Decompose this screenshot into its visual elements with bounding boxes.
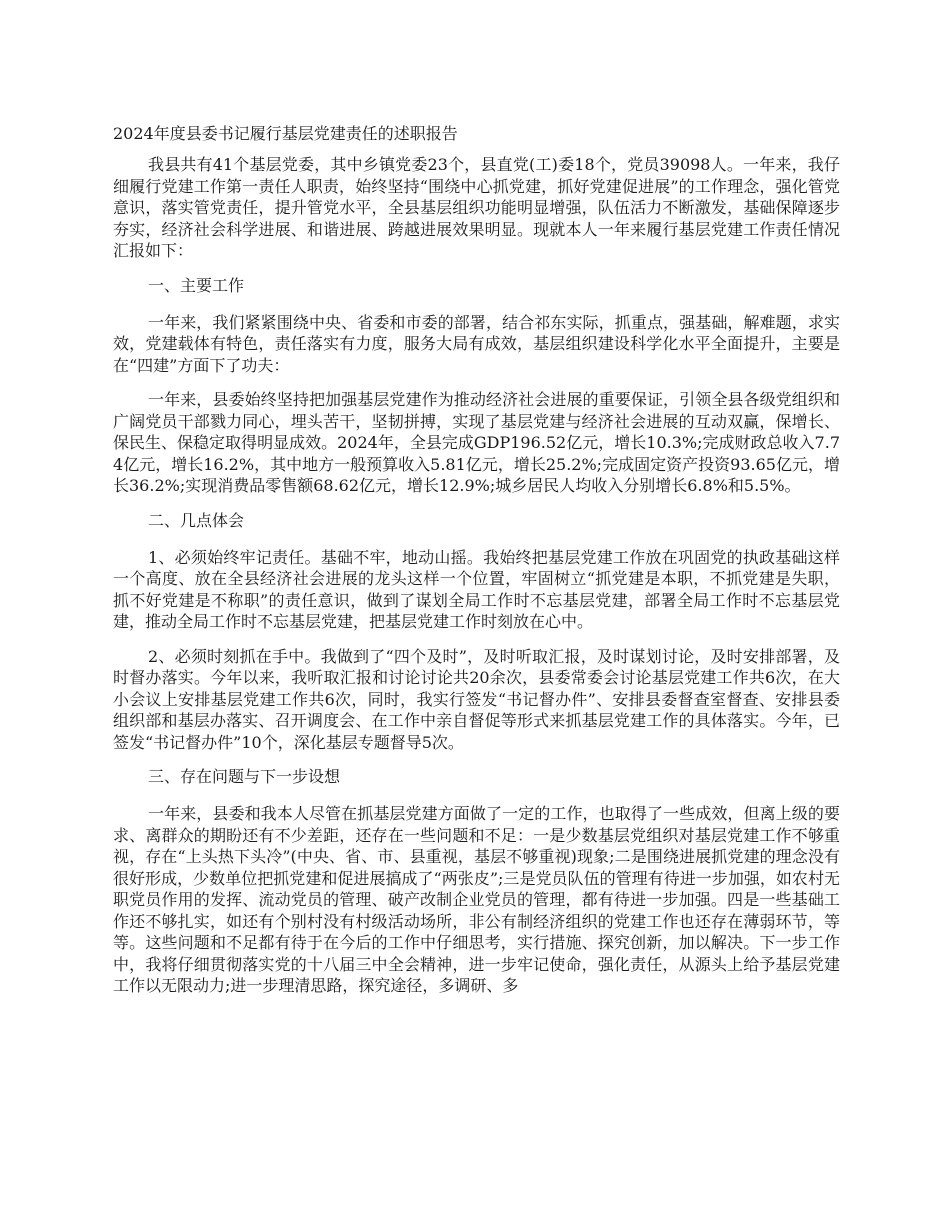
section-heading-problems: 三、存在问题与下一步设想 [148, 767, 341, 786]
intro-paragraph: 我县共有41个基层党委，其中乡镇党委23个，县直党(工)委18个，党员39098人。一年来，我仔细履行党建工作第一责任人职责，始终坚持“围绕中心抓党建，抓好党建促进展”的工作理念，强化管党意识，落实管党责任，提升管党水平，全县基层组织功能明显增强，队伍活力不断激发，基础保障逐步夯实，经济社会科学进展、和谐进展、跨越进展效果明显。现就本人一年来履行基层党建工作责任情况汇报如下： [113, 155, 840, 260]
section-heading-experience: 二、几点体会 [148, 510, 245, 530]
section-heading-main-work: 一、主要工作 [148, 275, 245, 295]
main-work-paragraph: 一年来，我们紧紧围绕中央、省委和市委的部署，结合祁东实际，抓重点，强基础，解难题，求实效，党建载体有特色，责任落实有力度，服务大局有成效，基层组织建设科学化水平全面提升，主要是在“四建”方面下了功夫： [113, 312, 840, 375]
achievements-paragraph: 一年来，县委始终坚持把加强基层党建作为推动经济社会进展的重要保证，引领全县各级党组织和广阔党员干部戮力同心，埋头苦干，坚韧拼搏，实现了基层党建与经济社会进展的互动双赢，保增长、保民生、保稳定取得明显成效。2024年，全县完成GDP196.52亿元，增长10.3%;完成财政总收入7.74亿元，增长16.2%，其中地方一般预算收入5.81亿元，增长25.2%;完成固定资产投资93.65亿元，增长36.2%;实现消费品零售额68.62亿元，增长12.9%;城乡居民人均收入分别增长6.8%和5.5%。 [113, 390, 840, 495]
document-title: 2024年度县委书记履行基层党建责任的述职报告 [113, 124, 458, 143]
document-page [113, 120, 840, 1010]
experience-paragraph-2: 2、必须时刻抓在手中。我做到了“四个及时”，及时听取汇报，及时谋划讨论，及时安排部署，及时督办落实。今年以来，我听取汇报和讨论讨论共20余次，县委常委会讨论基层党建工作共6次，在大小会议上安排基层党建工作共6次，同时，我实行签发“书记督办件”、安排县委督查室督查、安排县委组织部和基层办落实、召开调度会、在工作中亲自督促等形式来抓基层党建工作的具体落实。今年，已签发“书记督办件”10个，深化基层专题督导5次。 [113, 646, 840, 752]
problems-paragraph: 一年来，县委和我本人尽管在抓基层党建方面做了一定的工作，也取得了一些成效，但离上级的要求、离群众的期盼还有不少差距，还存在一些问题和不足：一是少数基层党组织对基层党建工作不够重视，存在“上头热下头冷”(中央、省、市、县重视，基层不够重视)现象;二是围绕进展抓党建的理念没有很好形成，少数单位把抓党建和促进展搞成了“两张皮”;三是党员队伍的管理有待进一步加强，如农村无职党员作用的发挥、流动党员的管理、破产改制企业党员的管理，都有待进一步加强。四是一些基础工作还不够扎实，如还有个别村没有村级活动场所，非公有制经济组织的党建工作也还存在薄弱环节，等等。这些问题和不足都有待于在今后的工作中仔细思考，实行措施、探究创新，加以解决。下一步工作中，我将仔细贯彻落实党的十八届三中全会精神，进一步牢记使命，强化责任，从源头上给予基层党建工作以无限动力;进一步理清思路，探究途径，多调研、多 [113, 804, 840, 995]
experience-paragraph-1: 1、必须始终牢记责任。基础不牢，地动山摇。我始终把基层党建工作放在巩固党的执政基础这样一个高度、放在全县经济社会进展的龙头这样一个位置，牢固树立“抓党建是本职，不抓党建是失职，抓不好党建是不称职”的责任意识，做到了谋划全局工作时不忘基层党建，部署全局工作时不忘基层党建，推动全局工作时不忘基层党建，把基层党建工作时刻放在心中。 [113, 547, 840, 631]
